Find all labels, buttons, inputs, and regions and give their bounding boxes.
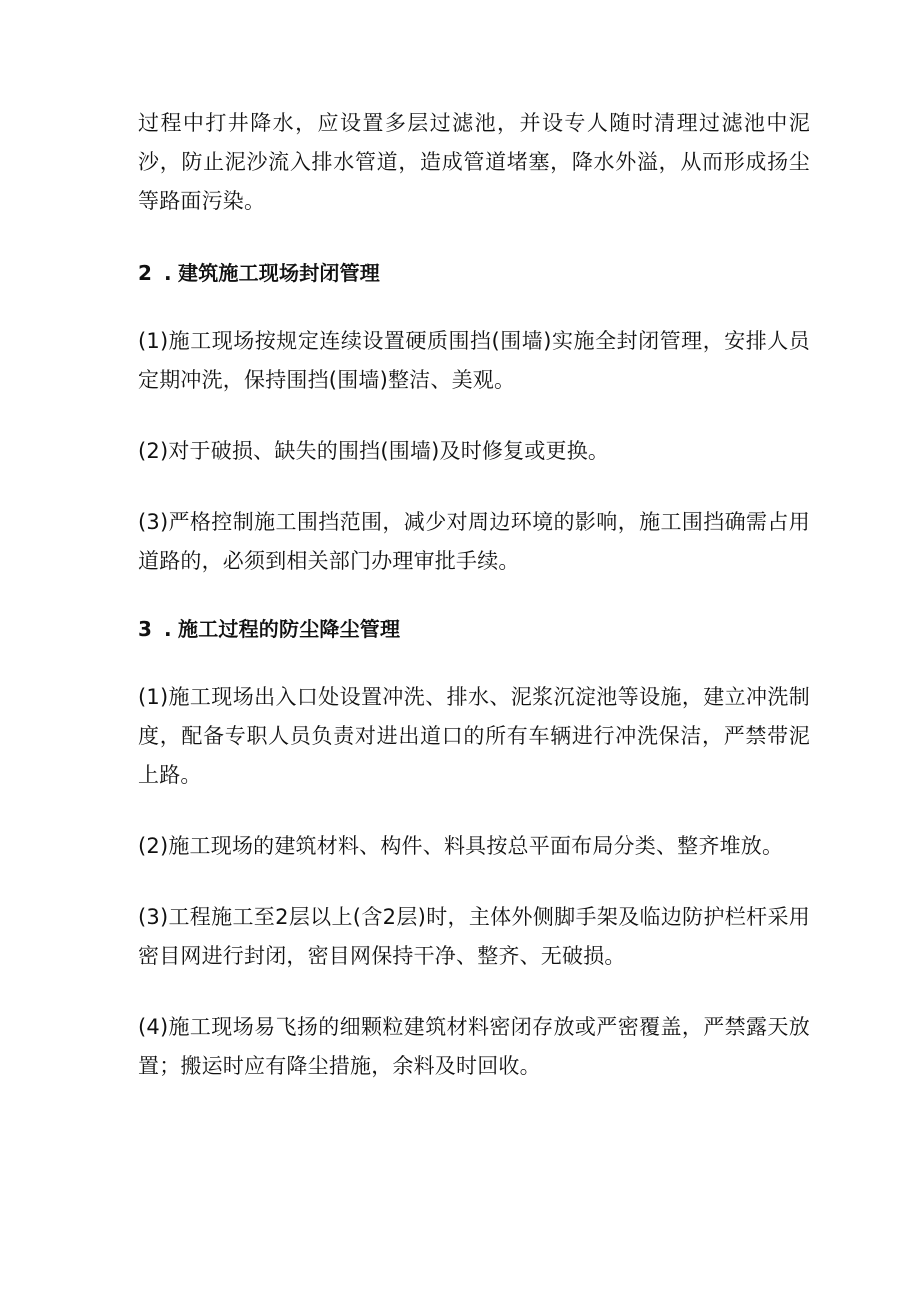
section-3-title: 施工过程的防尘降尘管理 <box>178 617 401 641</box>
section-3-heading <box>138 613 810 645</box>
section-3-dot: . <box>164 617 172 641</box>
section-2-item-2: (2)对于破损、缺失的围挡(围墙)及时修复或更换。 <box>138 439 610 463</box>
section-2-item-3: (3)严格控制施工围挡范围，减少对周边环境的影响，施工围挡确需占用道路的，必须到相关部门办理审批手续。 <box>138 510 810 573</box>
section-3-number: 3 <box>138 617 153 641</box>
section-3-item-3: (3)工程施工至2层以上(含2层)时，主体外侧脚手架及临边防护栏杆采用密目网进行封闭，密目网保持干净、整齐、无破损。 <box>138 905 810 968</box>
section-3-item-2: (2)施工现场的建筑材料、构件、料具按总平面布局分类、整齐堆放。 <box>138 834 784 858</box>
paragraph-continuation: 过程中打井降水，应设置多层过滤池，并设专人随时清理过滤池中泥沙，防止泥沙流入排水管道，造成管道堵塞，降水外溢，从而形成扬尘等路面污染。 <box>138 111 810 213</box>
section-2-item-1: (1)施工现场按规定连续设置硬质围挡(围墙)实施全封闭管理，安排人员定期冲洗，保持围挡(围墙)整洁、美观。 <box>138 329 810 392</box>
section-2-heading <box>138 257 810 289</box>
section-2-number: 2 <box>138 261 153 285</box>
section-2-title: 建筑施工现场封闭管理 <box>178 261 380 285</box>
section-2-dot: . <box>164 261 172 285</box>
section-3-item-4: (4)施工现场易飞扬的细颗粒建筑材料密闭存放或严密覆盖，严禁露天放置；搬运时应有降尘措施，余料及时回收。 <box>138 1015 810 1078</box>
section-3-item-1: (1)施工现场出入口处设置冲洗、排水、泥浆沉淀池等设施，建立冲洗制度，配备专职人员负责对进出道口的所有车辆进行冲洗保洁，严禁带泥上路。 <box>138 685 810 787</box>
